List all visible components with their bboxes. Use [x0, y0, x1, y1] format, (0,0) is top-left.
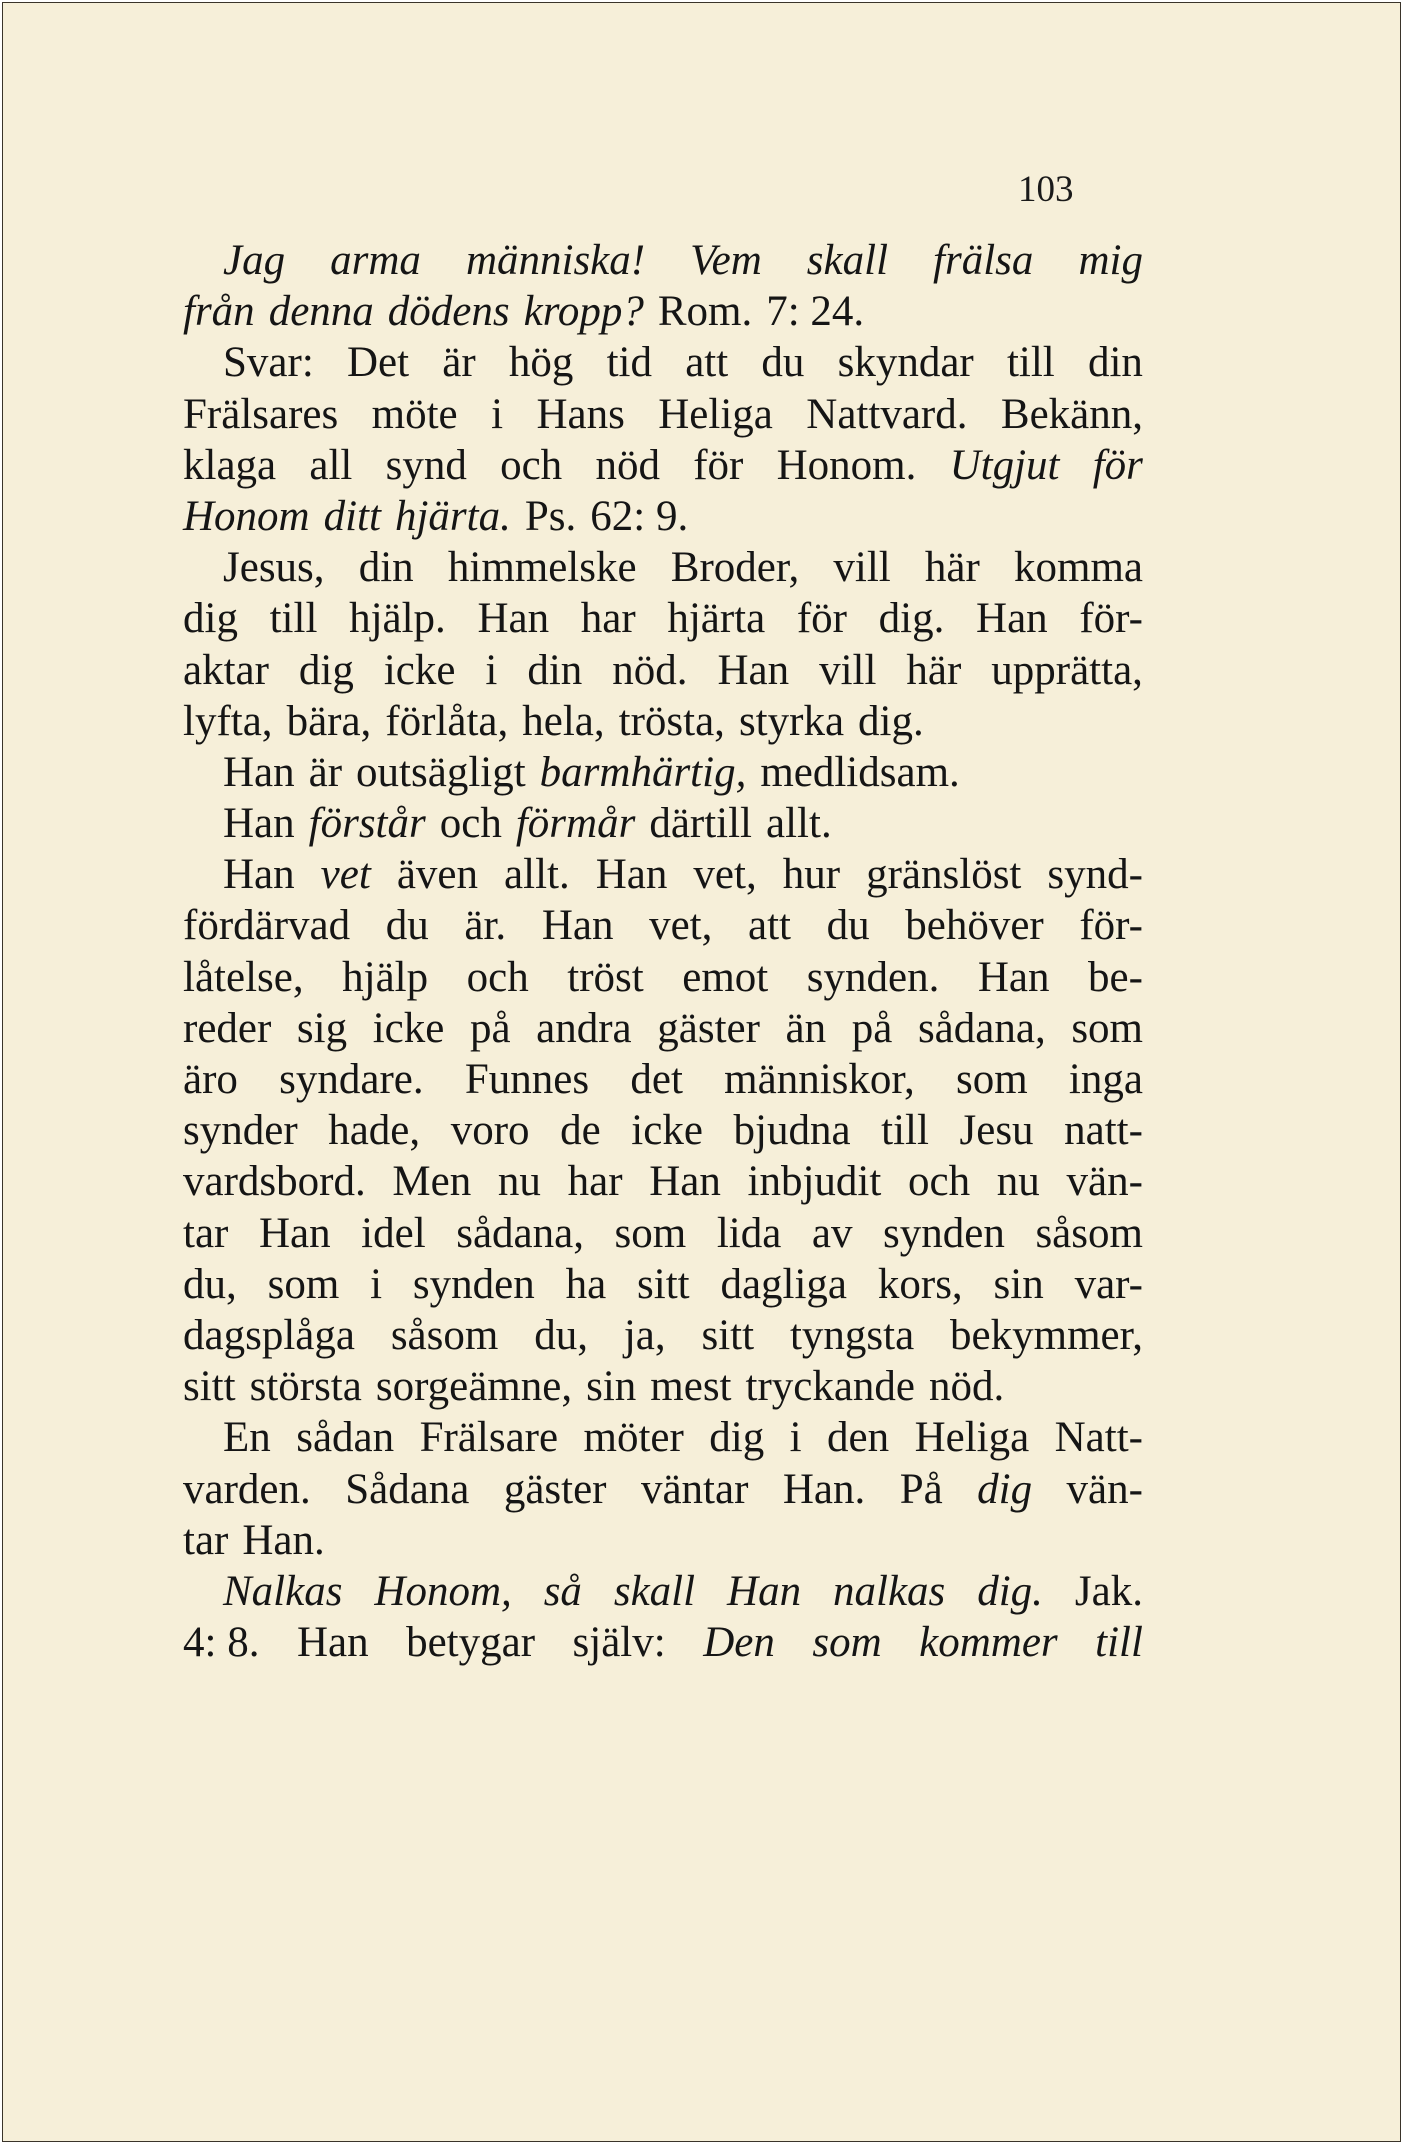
word: äro: [183, 1056, 238, 1103]
italic-word: dig.: [977, 1567, 1043, 1615]
italic-word: förmår: [515, 800, 636, 848]
word: Han: [477, 595, 550, 643]
word: för: [796, 595, 847, 643]
word: vet,: [649, 902, 713, 950]
word: voro: [450, 1107, 530, 1155]
word: i: [789, 1414, 802, 1462]
word: Frälsares: [183, 390, 339, 438]
text-line: [183, 645, 1143, 696]
text-line: [183, 849, 1143, 900]
word: tid: [606, 339, 652, 387]
word: dagliga: [720, 1260, 848, 1308]
word: sin: [993, 1260, 1044, 1308]
word: trösta,: [618, 697, 725, 745]
word: vän-: [1066, 1158, 1143, 1206]
word: Sådana: [345, 1465, 470, 1513]
word: Han: [977, 953, 1050, 1001]
word: skyndar: [837, 339, 974, 387]
italic-word: frälsa: [933, 237, 1034, 284]
word: som: [1071, 1004, 1143, 1052]
word: 4: 8.: [183, 1619, 260, 1667]
word: andra: [536, 1004, 632, 1052]
word: du: [385, 902, 429, 950]
word: sådana,: [917, 1004, 1046, 1052]
word: såsom: [390, 1311, 499, 1359]
text-line: [183, 798, 1143, 849]
word: Jesu: [959, 1107, 1034, 1155]
word: dagsplåga: [183, 1311, 355, 1359]
word: hjälp: [342, 953, 429, 1001]
word: Rom.: [657, 288, 753, 336]
word: tar: [183, 1209, 229, 1257]
italic-word: Den: [703, 1619, 775, 1667]
word: Bekänn,: [1000, 390, 1143, 438]
word: väntar: [640, 1465, 749, 1513]
word: du,: [183, 1260, 237, 1308]
word: Han: [717, 646, 790, 694]
italic-word: skall: [806, 237, 889, 284]
italic-word: Honom,: [374, 1567, 512, 1615]
italic-word: Utgjut: [949, 441, 1060, 489]
word: har: [567, 1158, 623, 1206]
italic-word: denna: [268, 288, 374, 336]
word: nöd.: [929, 1363, 1005, 1411]
word: sig: [296, 1004, 348, 1052]
italic-word: ditt: [323, 492, 381, 540]
word: Han: [595, 851, 668, 899]
word: din: [527, 646, 583, 694]
word: styrka: [738, 697, 845, 745]
word: Broder,: [670, 544, 800, 592]
text-line: [183, 235, 1143, 286]
word: sitt: [637, 1260, 690, 1308]
italic-word: så: [543, 1567, 582, 1615]
word: den: [827, 1414, 890, 1462]
word: syndare.: [279, 1056, 424, 1103]
text-line: [183, 593, 1143, 644]
word: sorgeämne,: [375, 1363, 573, 1411]
word: människor,: [724, 1056, 915, 1103]
word: vill: [833, 544, 891, 592]
word: lyfta,: [183, 697, 273, 745]
word: dig: [183, 595, 238, 643]
text-line: [183, 491, 1143, 542]
word: Men: [392, 1158, 472, 1206]
word: har: [580, 595, 636, 643]
word: Ps.: [524, 492, 577, 540]
word: tryckande: [745, 1363, 916, 1411]
word: ha: [565, 1260, 607, 1308]
italic-word: vet: [320, 851, 371, 899]
word: som: [267, 1260, 340, 1308]
text-line: [183, 1412, 1143, 1463]
word: i: [485, 646, 498, 694]
word: fördärvad: [183, 902, 351, 950]
word: dig: [298, 646, 354, 694]
body-text: [183, 235, 1143, 1668]
italic-word: som: [812, 1619, 882, 1667]
word: bära,: [286, 697, 372, 745]
word: icke: [631, 1107, 703, 1155]
scanned-page: [2, 2, 1401, 2142]
word: mest: [650, 1363, 732, 1411]
word: hjälp.: [349, 595, 446, 643]
word: vardsbord.: [183, 1158, 366, 1206]
word: varden.: [183, 1465, 311, 1513]
word: att: [748, 902, 791, 950]
word: som: [614, 1209, 687, 1257]
word: icke: [383, 646, 456, 694]
italic-word: Han: [727, 1567, 802, 1615]
word: nu: [996, 1158, 1040, 1206]
word: gränslöst: [866, 851, 1022, 899]
text-line: [183, 440, 1143, 491]
italic-word: för: [1092, 441, 1143, 489]
word: nöd.: [612, 646, 688, 694]
word: På: [899, 1465, 943, 1513]
italic-word: människa!: [465, 237, 646, 284]
word: för-: [1079, 902, 1143, 950]
word: all: [309, 441, 353, 489]
text-line: [183, 1208, 1143, 1259]
word: ja,: [623, 1311, 666, 1359]
word: outsägligt: [356, 748, 526, 796]
word: icke: [372, 1004, 445, 1052]
word: sin: [586, 1363, 637, 1411]
word: aktar: [183, 646, 269, 694]
word: var-: [1074, 1260, 1143, 1308]
word: Jak.: [1074, 1567, 1143, 1615]
word: behöver: [905, 902, 1044, 950]
word: möter: [583, 1414, 684, 1462]
word: Natt-: [1054, 1414, 1143, 1462]
text-line: [183, 1617, 1143, 1668]
word: synden: [412, 1260, 535, 1308]
page-number: 103: [1018, 169, 1074, 210]
italic-word: Honom: [183, 492, 310, 540]
text-line: [183, 1156, 1143, 1207]
word: vill: [819, 646, 877, 694]
word: synder: [183, 1107, 298, 1155]
word: även: [396, 851, 478, 899]
word: dig.: [858, 697, 924, 745]
word: sådana,: [456, 1209, 584, 1257]
italic-word: förstår: [308, 800, 426, 848]
italic-word: arma: [330, 237, 421, 284]
word: himmelske: [447, 544, 637, 592]
word: gäster: [657, 1004, 760, 1052]
word: nu: [497, 1158, 541, 1206]
text-line: [183, 337, 1143, 388]
word: sitt: [183, 1363, 236, 1411]
word: till: [269, 595, 318, 643]
word: du: [761, 339, 805, 387]
text-line: [183, 389, 1143, 440]
word: Svar:: [223, 339, 314, 387]
italic-word: Vem: [690, 237, 762, 284]
word: betygar: [406, 1619, 536, 1667]
word: tyngsta: [789, 1311, 915, 1359]
word: för-: [1079, 595, 1143, 643]
word: Heliga: [658, 390, 773, 438]
italic-word: skall: [613, 1567, 696, 1615]
text-line: [183, 1515, 1143, 1566]
word: är: [308, 748, 343, 796]
text-line: [183, 1566, 1143, 1617]
word: Han: [541, 902, 614, 950]
word: bekymmer,: [950, 1311, 1143, 1359]
word: idel: [361, 1209, 426, 1257]
word: hjärta: [667, 595, 766, 643]
italic-word: hjärta.: [394, 492, 511, 540]
word: Han: [258, 1209, 331, 1257]
word: be-: [1088, 953, 1143, 1001]
word: på: [851, 1004, 893, 1052]
word: såsom: [1035, 1209, 1143, 1257]
word: inbjudit: [747, 1158, 882, 1206]
word: tröst: [567, 953, 644, 1001]
word: vän-: [1066, 1465, 1143, 1513]
word: sådan: [296, 1414, 395, 1462]
word: är: [442, 339, 476, 387]
word: du: [826, 902, 870, 950]
word: allt.: [504, 851, 570, 899]
word: Det: [346, 339, 410, 387]
italic-word: barmhärtig,: [539, 748, 747, 796]
word: inga: [1068, 1056, 1143, 1103]
word: det: [630, 1056, 683, 1103]
text-line: [183, 1310, 1143, 1361]
word: för: [693, 441, 744, 489]
italic-word: nalkas: [833, 1567, 946, 1615]
word: i: [491, 390, 504, 438]
word: Funnes: [464, 1056, 590, 1103]
word: synden.: [806, 953, 940, 1001]
word: Han: [223, 851, 295, 899]
word: på: [469, 1004, 511, 1052]
word: reder: [183, 1004, 272, 1052]
word: medlidsam.: [760, 748, 960, 796]
word: Heliga: [914, 1414, 1030, 1462]
word: Han: [976, 595, 1048, 643]
word: du,: [534, 1311, 588, 1359]
text-line: [183, 1361, 1143, 1412]
italic-word: mig: [1078, 237, 1143, 284]
word: de: [560, 1107, 601, 1155]
word: och: [908, 1158, 971, 1206]
word: din: [358, 544, 414, 592]
word: En: [223, 1414, 271, 1462]
word: att: [685, 339, 729, 387]
word: hur: [782, 851, 841, 899]
word: Han.: [242, 1516, 325, 1564]
text-line: [183, 696, 1143, 747]
word: Frälsare: [419, 1414, 559, 1462]
word: synd: [385, 441, 467, 489]
word: än: [785, 1004, 827, 1052]
word: nöd: [595, 441, 660, 489]
italic-word: Nalkas: [223, 1567, 343, 1615]
word: emot: [682, 953, 769, 1001]
word: dig.: [878, 595, 945, 643]
word: bjudna: [733, 1107, 851, 1155]
word: här: [906, 646, 962, 694]
word: Han: [649, 1158, 721, 1206]
word: synd-: [1047, 851, 1143, 899]
word: hög: [508, 339, 574, 387]
word: som: [955, 1056, 1028, 1103]
word: till: [881, 1107, 929, 1155]
text-line: [183, 952, 1143, 1003]
word: och: [466, 953, 529, 1001]
word: hela,: [522, 697, 605, 745]
text-line: [183, 900, 1143, 951]
text-line: [183, 286, 1143, 337]
word: är.: [464, 902, 507, 950]
word: klaga: [183, 441, 277, 489]
word: till: [1006, 339, 1055, 387]
word: lida: [716, 1209, 782, 1257]
word: komma: [1014, 544, 1143, 592]
text-line: [183, 1259, 1143, 1310]
text-line: [183, 542, 1143, 593]
word: Han.: [782, 1465, 866, 1513]
word: natt-: [1064, 1107, 1143, 1155]
italic-word: kommer: [919, 1619, 1058, 1667]
italic-word: från: [183, 288, 255, 336]
text-line: [183, 1105, 1143, 1156]
word: i: [370, 1260, 383, 1308]
word: 62: 9.: [590, 492, 689, 540]
word: Hans: [536, 390, 625, 438]
italic-word: dödens: [387, 288, 510, 336]
word: hade,: [328, 1107, 421, 1155]
word: Jesus,: [223, 544, 325, 592]
italic-word: till: [1095, 1619, 1143, 1667]
text-line: [183, 1464, 1143, 1515]
word: därtill: [649, 800, 753, 848]
word: din: [1087, 339, 1143, 387]
word: förlåta,: [385, 697, 509, 745]
text-line: [183, 1054, 1143, 1105]
word: möte: [371, 390, 458, 438]
italic-word: Jag: [223, 237, 286, 284]
word: Nattvard.: [806, 390, 968, 438]
word: av: [811, 1209, 853, 1257]
word: Han: [223, 748, 295, 796]
word: dig: [709, 1414, 765, 1462]
word: Han: [296, 1619, 369, 1667]
word: Honom.: [776, 441, 917, 489]
word: tar: [183, 1516, 229, 1564]
word: upprätta,: [991, 646, 1143, 694]
italic-word: dig: [977, 1465, 1033, 1513]
word: och: [500, 441, 563, 489]
word: 7: 24.: [766, 288, 865, 336]
word: största: [249, 1363, 362, 1411]
word: kors,: [877, 1260, 963, 1308]
italic-word: kropp?: [523, 288, 644, 336]
word: själv:: [572, 1619, 666, 1667]
word: Han: [223, 800, 295, 848]
text-line: [183, 1003, 1143, 1054]
text-line: [183, 747, 1143, 798]
word: allt.: [766, 800, 832, 848]
word: sitt: [701, 1311, 755, 1359]
word: låtelse,: [183, 953, 304, 1001]
word: och: [439, 800, 502, 848]
word: synden: [883, 1209, 1005, 1257]
word: här: [924, 544, 980, 592]
word: vet,: [693, 851, 757, 899]
word: gäster: [503, 1465, 607, 1513]
